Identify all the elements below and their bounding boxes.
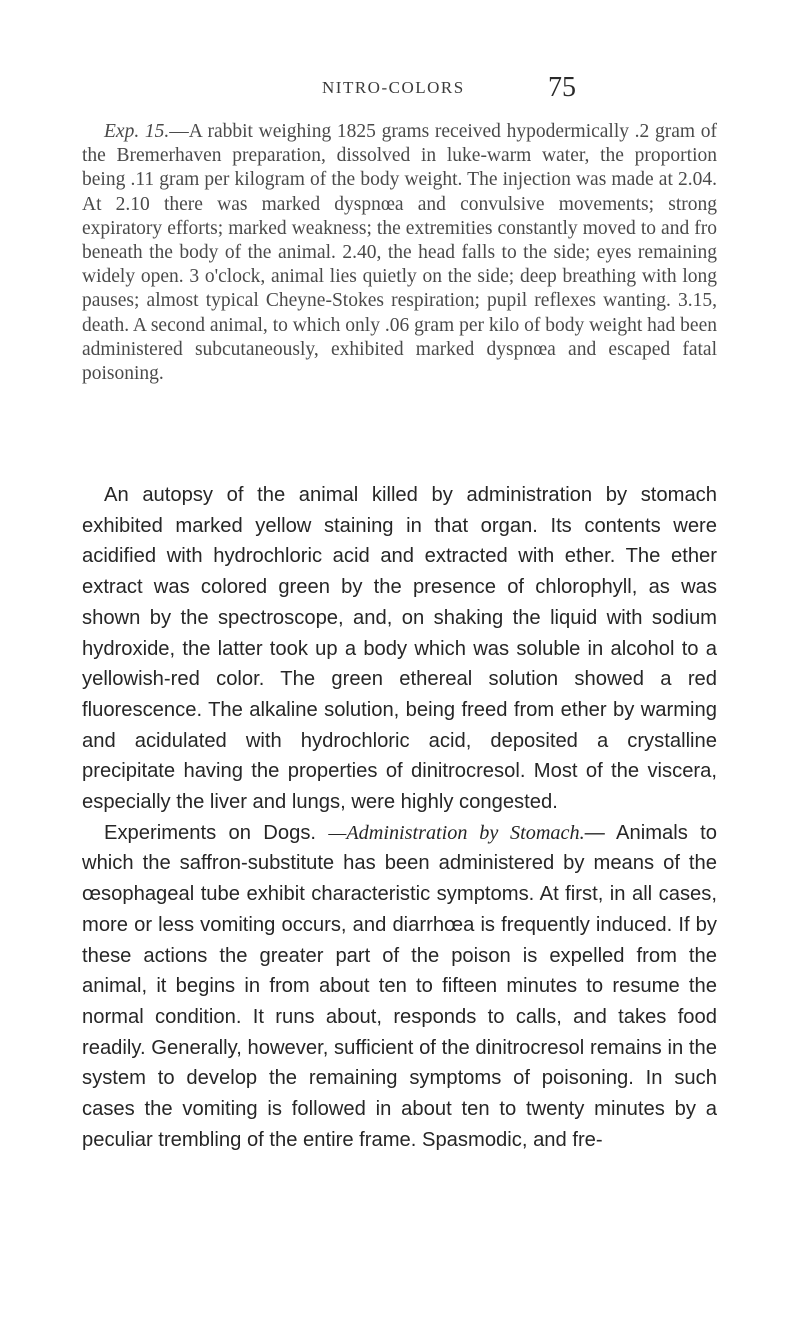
experiment-15-text: —A rabbit weighing 1825 grams received hypodermically .2 gram of the Bremerhaven preparation, dissolved in luke-warm water, the proportion being .11 gram per kilogram of the body weight. The injection was made at 2.04. At 2.10 there was marked dyspnœa and convulsive movements; strong expiratory efforts; marked weakness; the extremities constantly moved to and fro beneath the body of the animal. 2.40, the head falls to the side; eyes remaining widely open. 3 o'clock, animal lies quietly on the side; deep breathing with long pauses; almost typical Cheyne-Stokes respiration; pupil reflexes wanting. 3.15, death. A second animal, to which only .06 gram per kilo of body weight had been administered subcutaneously, exhibited marked dyspnœa and escaped fatal poisoning. (82, 121, 717, 385)
running-title: NITRO-COLORS (322, 78, 465, 97)
experiment-15-paragraph (82, 120, 717, 386)
page-header (0, 72, 800, 112)
dogs-text: — Animals to which the saffron-substitute has been administered by means of the œsophageal tube exhibit characteristic symptoms. At first, in all cases, more or less vomiting occurs, and diarrhœa is frequently induced. If by these actions the greater part of the poison is expelled from the animal, it begins in from about ten to fifteen minutes to resume the normal condition. It runs about, responds to calls, and takes food readily. Generally, however, sufficient of the dinitrocresol remains in the system to develop the remaining symptoms of poisoning. In such cases the vomiting is followed in about ten to twenty minutes by a peculiar trembling of the entire frame. Spasmodic, and fre- (82, 821, 717, 1151)
main-text-block (82, 480, 717, 1155)
page-number: 75 (548, 72, 576, 103)
dogs-subheading: —Administration by Stomach. (328, 821, 585, 844)
dogs-paragraph (82, 818, 717, 1156)
experiment-15-block (82, 120, 717, 386)
experiment-label: Exp. 15. (104, 121, 170, 142)
autopsy-paragraph: An autopsy of the animal killed by administration by stomach exhibited marked yellow staining in that organ. Its contents were acidified with hydrochloric acid and extracted with ether. The ether extract was colored green by the presence of chlorophyll, as was shown by the spectroscope, and, on shaking the liquid with sodium hydroxide, the latter took up a body which was soluble in alcohol to a yellowish-red color. The green ethereal solution showed a red fluorescence. The alkaline solution, being freed from ether by warming and acidulated with hydrochloric acid, deposited a crystalline precipitate having the properties of dinitrocresol. Most of the viscera, especially the liver and lungs, were highly congested. (82, 484, 717, 814)
dogs-section-heading: Experiments on Dogs. (104, 821, 317, 844)
